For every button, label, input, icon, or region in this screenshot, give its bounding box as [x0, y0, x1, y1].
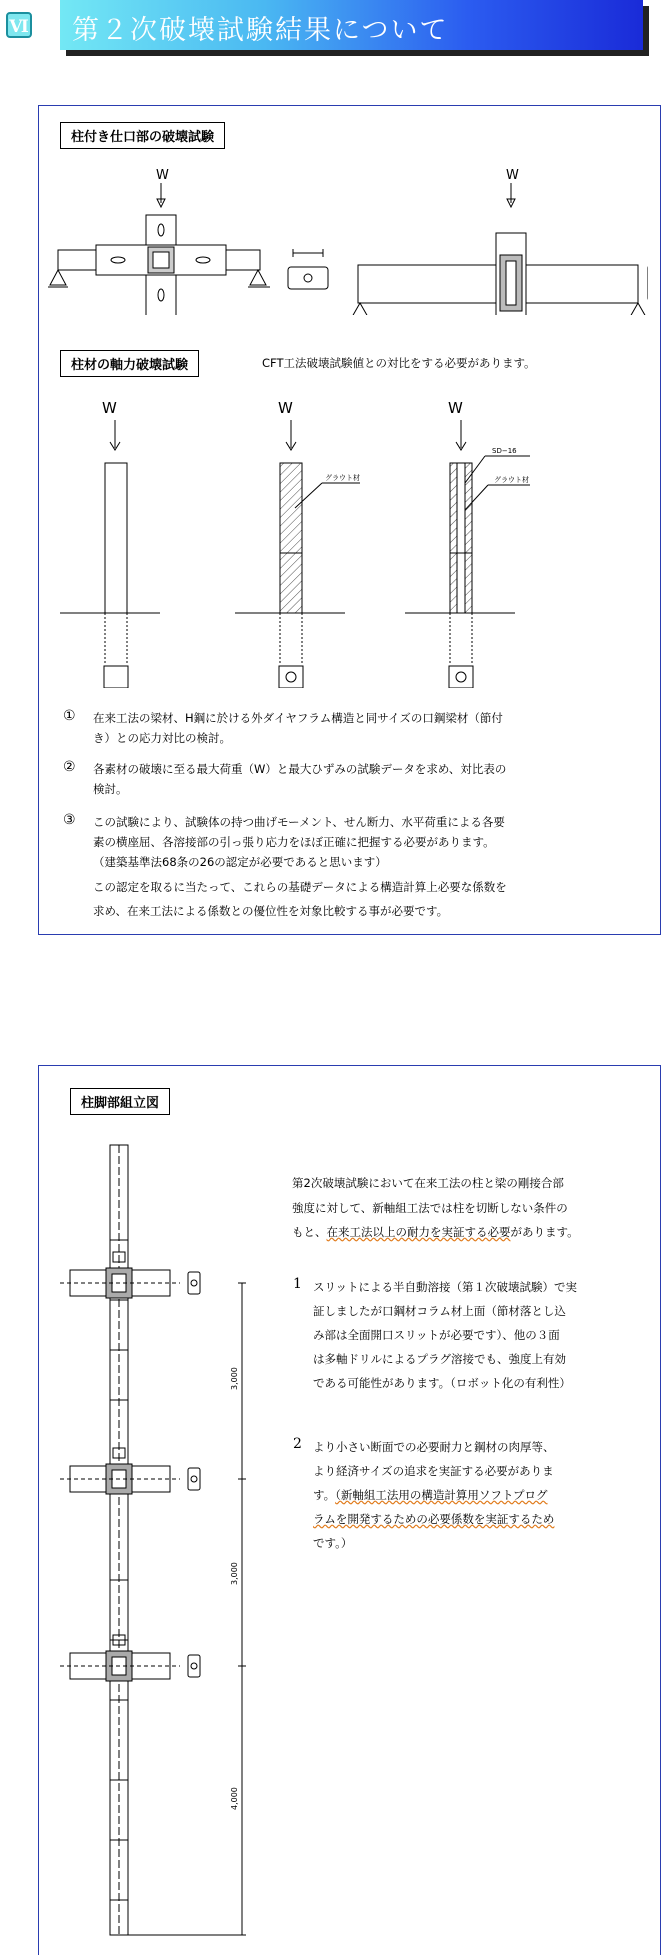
grout-label-col2: グラウト材 — [325, 474, 360, 482]
item-3-line-5: 求め、在来工法による係数との優位性を対象比較する事が必要です。 — [93, 904, 449, 918]
item-2-number: ② — [63, 759, 76, 775]
item-3-line-3: （建築基準法68条の26の認定が必要であると思います） — [93, 855, 387, 869]
assembly-item-2-line-4: ラムを開発するための必要係数を実証するため — [313, 1512, 555, 1526]
assembly-item-1-line-2: 証しましたが口鋼材コラム材上面（節材落とし込 — [313, 1304, 566, 1318]
axial-test-label: 柱材の軸力破壊試験 — [60, 350, 199, 377]
assembly-item-2-line-1: より小さい断面での必要耐力と鋼材の肉厚等、 — [313, 1440, 555, 1454]
item-3-line-1: この試験により、試験体の持つ曲げモーメント、せん断力、水平荷重による各要 — [93, 815, 505, 829]
assembly-item-2-line-3-start: す。 — [313, 1488, 336, 1502]
item-3-line-4: この認定を取るに当たって、これらの基礎データによる構造計算上必要な係数を — [93, 880, 507, 894]
assembly-item-1-line-5: である可能性があります。（ロボット化の有利性） — [313, 1376, 571, 1390]
item-1-number: ① — [63, 708, 76, 724]
column-assembly-drawing — [60, 1140, 320, 1945]
section-number-badge: Ⅵ — [6, 12, 32, 38]
axial-test-drawing — [60, 398, 620, 688]
intro-line-1: 第2次破壊試験において在来工法の柱と梁の剛接合部 — [292, 1176, 564, 1190]
assembly-item-2-number: 2 — [293, 1436, 302, 1452]
item-1-line-2: き）との応力対比の検討。 — [93, 731, 231, 745]
intro-line-3-start: もと、 — [292, 1225, 327, 1239]
intro-line-3 — [292, 1222, 579, 1242]
dim-label-2: 3,000 — [230, 1562, 239, 1585]
item-1-line-1: 在来工法の梁材、H鋼に於ける外ダイヤフラム構造と同サイズの口鋼梁材（節付 — [93, 711, 503, 725]
item-2-line-2: 検討。 — [93, 782, 128, 796]
joint-test-drawing — [48, 165, 648, 315]
load-w-col3: W — [448, 399, 463, 417]
load-w-col2: W — [278, 399, 293, 417]
load-w-col1: W — [102, 399, 117, 417]
assembly-item-2-line-3-emphasis: （新軸組工法用の構造計算用ソフトプログ — [335, 1488, 548, 1502]
dim-label-3: 4,000 — [230, 1787, 239, 1810]
dim-label-1: 3,000 — [230, 1367, 239, 1390]
item-2-line-1: 各素材の破壊に至る最大荷重（W）と最大ひずみの試験データを求め、対比表の — [93, 762, 507, 776]
joint-test-label: 柱付き仕口部の破壊試験 — [60, 122, 225, 149]
item-3-number: ③ — [63, 812, 76, 828]
grout-label-col3: グラウト材 — [494, 476, 529, 484]
page-title: 第２次破壊試験結果について — [72, 15, 449, 46]
assembly-item-2-line-5: です。） — [313, 1536, 353, 1550]
assembly-item-1-line-3: み部は全面開口スリットが必要です）、他の３面 — [313, 1328, 560, 1342]
assembly-item-1-number: 1 — [293, 1276, 302, 1292]
cft-note: CFT工法破壊試験値との対比をする必要があります。 — [262, 356, 536, 370]
load-w-right: W — [506, 168, 519, 183]
intro-line-2: 強度に対して、新軸組工法では柱を切断しない条件の — [292, 1201, 568, 1215]
sd16-label: SD−16 — [492, 447, 517, 455]
assembly-item-1-line-4: は多軸ドリルによるプラグ溶接でも、強度上有効 — [313, 1352, 566, 1366]
intro-line-3-emphasis: 在来工法以上の耐力を実証する必要 — [326, 1225, 511, 1239]
assembly-item-2-line-2: より経済サイズの追求を実証する必要がありま — [313, 1464, 554, 1478]
column-base-label: 柱脚部組立図 — [70, 1088, 170, 1115]
assembly-item-1-line-1: スリットによる半自動溶接（第１次破壊試験）で実 — [313, 1280, 578, 1294]
item-3-line-2: 素の横座屈、各溶接部の引っ張り応力をほぼ正確に把握する必要があります。 — [93, 835, 495, 849]
intro-line-3-end: があります。 — [510, 1225, 579, 1239]
assembly-item-2-line-3 — [313, 1485, 548, 1505]
load-w-left: W — [156, 168, 169, 183]
